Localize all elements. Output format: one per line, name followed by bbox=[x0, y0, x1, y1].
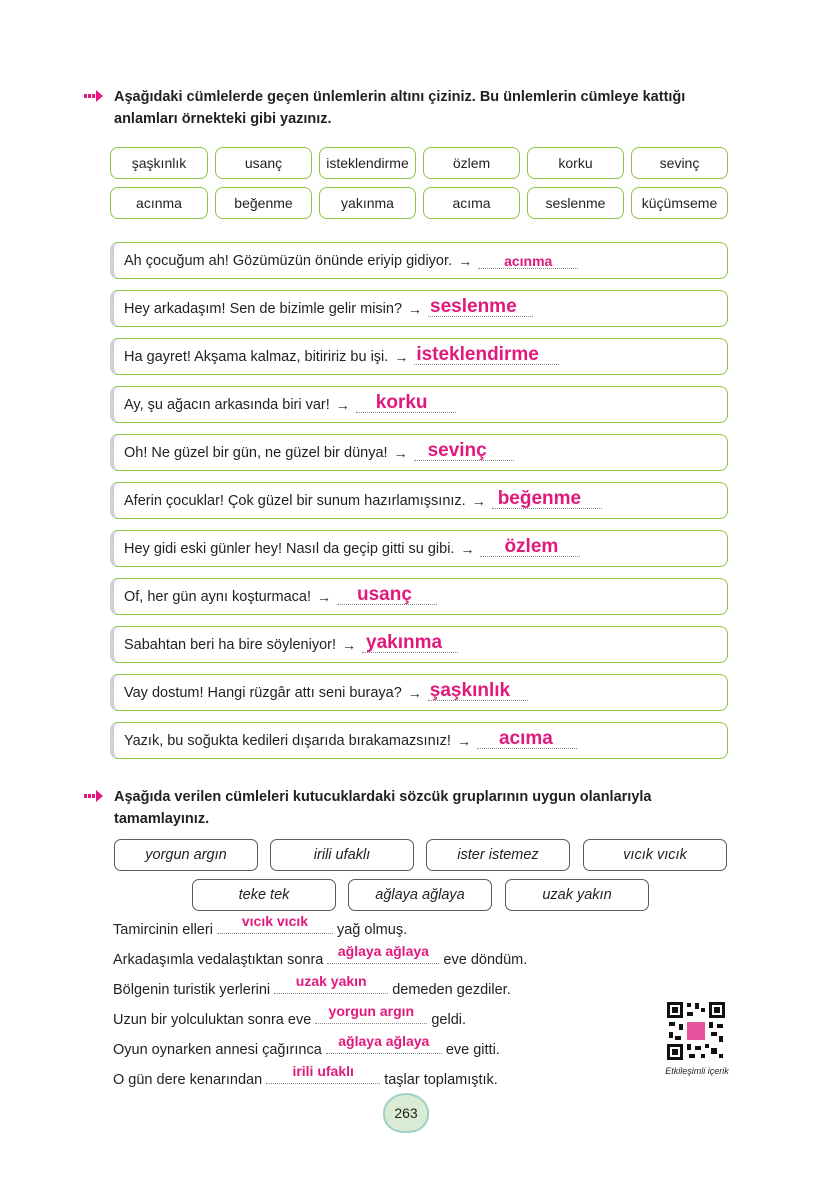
fill-sentence bbox=[113, 1033, 500, 1060]
sentence-end: demeden gezdiler. bbox=[392, 982, 511, 998]
sentence-text: Sabahtan beri ha bire söyleniyor! bbox=[124, 636, 336, 653]
answer-blank[interactable] bbox=[428, 296, 533, 317]
sentence-row bbox=[110, 626, 728, 663]
sentence-text: Hey gidi eski günler hey! Nasıl da geçip gitti su gibi. bbox=[124, 540, 455, 557]
sentence-text: Oh! Ne güzel bir gün, ne güzel bir dünya! bbox=[124, 444, 388, 461]
sentence-row bbox=[110, 242, 728, 279]
answer-text: usanç bbox=[356, 584, 412, 605]
right-arrow-icon: → bbox=[407, 684, 422, 701]
answer-text: isteklendirme bbox=[416, 344, 539, 365]
answer-text: acınma bbox=[504, 253, 553, 269]
word-box: küçümseme bbox=[631, 187, 728, 219]
phrase-box: uzak yakın bbox=[505, 879, 649, 911]
answer-text: seslenme bbox=[430, 296, 517, 317]
sentence-text: Ha gayret! Akşama kalmaz, bitiririz bu işi. bbox=[124, 348, 389, 365]
answer-text: özlem bbox=[504, 536, 559, 557]
sentence-row bbox=[110, 722, 728, 759]
answer-blank[interactable] bbox=[414, 440, 514, 461]
qr-code-icon[interactable] bbox=[665, 1000, 727, 1062]
sentence-text: Hey arkadaşım! Sen de bizimle gelir misin? bbox=[124, 300, 403, 317]
sentence-row bbox=[110, 578, 728, 615]
answer-blank[interactable] bbox=[480, 536, 580, 557]
sentence-start: Tamircinin elleri bbox=[113, 922, 213, 938]
answer-text: yorgun argın bbox=[328, 1003, 415, 1019]
sentence-row bbox=[110, 674, 728, 711]
answer-text: vıcık vıcık bbox=[241, 913, 309, 929]
right-arrow-icon: → bbox=[458, 252, 473, 269]
answer-blank[interactable] bbox=[274, 973, 388, 994]
word-box: acınma bbox=[110, 187, 208, 219]
sentence-row bbox=[110, 434, 728, 471]
sentence-text: Yazık, bu soğukta kedileri dışarıda bırakamazsınız! bbox=[124, 732, 451, 749]
instruction-2 bbox=[84, 786, 729, 830]
answer-blank[interactable] bbox=[266, 1063, 380, 1084]
instruction-1-text: Aşağıdaki cümlelerde geçen ünlemlerin altını çiziniz. Bu ünlemlerin cümleye kattığı anlamları örnekteki gibi yazınız. bbox=[114, 89, 686, 127]
sentence-text: Ah çocuğum ah! Gözümüzün önünde eriyip gidiyor. bbox=[124, 252, 453, 269]
right-arrow-icon: → bbox=[408, 300, 423, 317]
qr-label: Etkileşimli içerik bbox=[665, 1066, 729, 1076]
sentence-start: Uzun bir yolculuktan sonra eve bbox=[113, 1012, 312, 1028]
answer-blank[interactable] bbox=[414, 344, 559, 365]
word-box: özlem bbox=[423, 147, 520, 179]
sentence-row bbox=[110, 290, 728, 327]
answer-text: korku bbox=[375, 392, 428, 413]
phrase-box: teke tek bbox=[192, 879, 336, 911]
fill-sentence bbox=[113, 943, 528, 970]
instruction-1 bbox=[84, 86, 729, 130]
sentence-text: Ay, şu ağacın arkasında biri var! bbox=[124, 396, 330, 413]
sentence-end: yağ olmuş. bbox=[336, 922, 408, 938]
answer-blank[interactable] bbox=[356, 392, 456, 413]
sentence-text: Aferin çocuklar! Çok güzel bir sunum hazırlamışsınız. bbox=[124, 492, 466, 509]
sentence-row bbox=[110, 530, 728, 567]
sentence-row bbox=[110, 482, 728, 519]
right-arrow-icon: → bbox=[335, 396, 350, 413]
word-box: seslenme bbox=[527, 187, 624, 219]
answer-text: ağlaya ağlaya bbox=[337, 943, 429, 959]
sentence-text: Of, her gün aynı koşturmaca! bbox=[124, 588, 311, 605]
phrase-box: vıcık vıcık bbox=[583, 839, 727, 871]
right-arrow-icon: → bbox=[393, 444, 408, 461]
right-arrow-icon: → bbox=[471, 492, 486, 509]
answer-blank[interactable] bbox=[327, 943, 439, 964]
right-arrow-icon: → bbox=[456, 732, 471, 749]
sentence-start: Arkadaşımla vedalaştıktan sonra bbox=[113, 952, 324, 968]
sentence-row bbox=[110, 338, 728, 375]
page-number: 263 bbox=[383, 1093, 429, 1133]
word-box: usanç bbox=[215, 147, 312, 179]
word-box: isteklendirme bbox=[319, 147, 416, 179]
answer-text: uzak yakın bbox=[295, 973, 367, 989]
right-arrow-icon: → bbox=[316, 588, 331, 605]
sentence-row bbox=[110, 386, 728, 423]
phrase-box: ağlaya ağlaya bbox=[348, 879, 492, 911]
word-box: beğenme bbox=[215, 187, 312, 219]
answer-text: sevinç bbox=[427, 440, 487, 461]
answer-blank[interactable] bbox=[315, 1003, 427, 1024]
answer-text: beğenme bbox=[497, 488, 582, 509]
sentence-start: Bölgenin turistik yerlerini bbox=[113, 982, 271, 998]
answer-text: irili ufaklı bbox=[292, 1063, 354, 1079]
sentence-end: eve döndüm. bbox=[443, 952, 528, 968]
answer-blank[interactable] bbox=[217, 913, 333, 934]
fill-sentence bbox=[113, 973, 511, 1000]
instruction-2-text: Aşağıda verilen cümleleri kutucuklardaki sözcük gruplarının uygun olanlarıyla tamamlayınız. bbox=[114, 789, 652, 827]
answer-text: şaşkınlık bbox=[429, 680, 511, 701]
pink-arrow-icon bbox=[84, 787, 104, 805]
right-arrow-icon: → bbox=[460, 540, 475, 557]
sentence-end: taşlar toplamıştık. bbox=[384, 1072, 498, 1088]
word-box: şaşkınlık bbox=[110, 147, 208, 179]
right-arrow-icon: → bbox=[342, 636, 356, 653]
answer-text: yakınma bbox=[366, 632, 443, 653]
answer-blank[interactable] bbox=[337, 584, 437, 605]
answer-blank[interactable] bbox=[492, 488, 602, 509]
answer-blank[interactable] bbox=[326, 1033, 442, 1054]
sentence-start: Oyun oynarken annesi çağırınca bbox=[113, 1042, 322, 1058]
answer-blank[interactable] bbox=[428, 680, 528, 701]
fill-sentence bbox=[113, 1003, 467, 1030]
right-arrow-icon: → bbox=[394, 348, 409, 365]
phrase-box: yorgun argın bbox=[114, 839, 258, 871]
word-box: acıma bbox=[423, 187, 520, 219]
pink-arrow-icon bbox=[84, 87, 104, 105]
sentence-end: geldi. bbox=[431, 1012, 467, 1028]
sentence-text: Vay dostum! Hangi rüzgâr attı seni buraya? bbox=[124, 684, 402, 701]
fill-sentence bbox=[113, 913, 408, 940]
fill-sentence bbox=[113, 1063, 498, 1090]
word-box: sevinç bbox=[631, 147, 728, 179]
phrase-box: irili ufaklı bbox=[270, 839, 414, 871]
answer-blank[interactable] bbox=[478, 252, 578, 269]
sentence-start: O gün dere kenarından bbox=[113, 1072, 263, 1088]
phrase-box: ister istemez bbox=[426, 839, 570, 871]
answer-text: acıma bbox=[498, 728, 553, 749]
answer-text: ağlaya ağlaya bbox=[338, 1033, 430, 1049]
answer-blank[interactable] bbox=[477, 728, 577, 749]
answer-blank[interactable] bbox=[362, 632, 458, 653]
word-box: korku bbox=[527, 147, 624, 179]
sentence-end: eve gitti. bbox=[445, 1042, 500, 1058]
word-box: yakınma bbox=[319, 187, 416, 219]
